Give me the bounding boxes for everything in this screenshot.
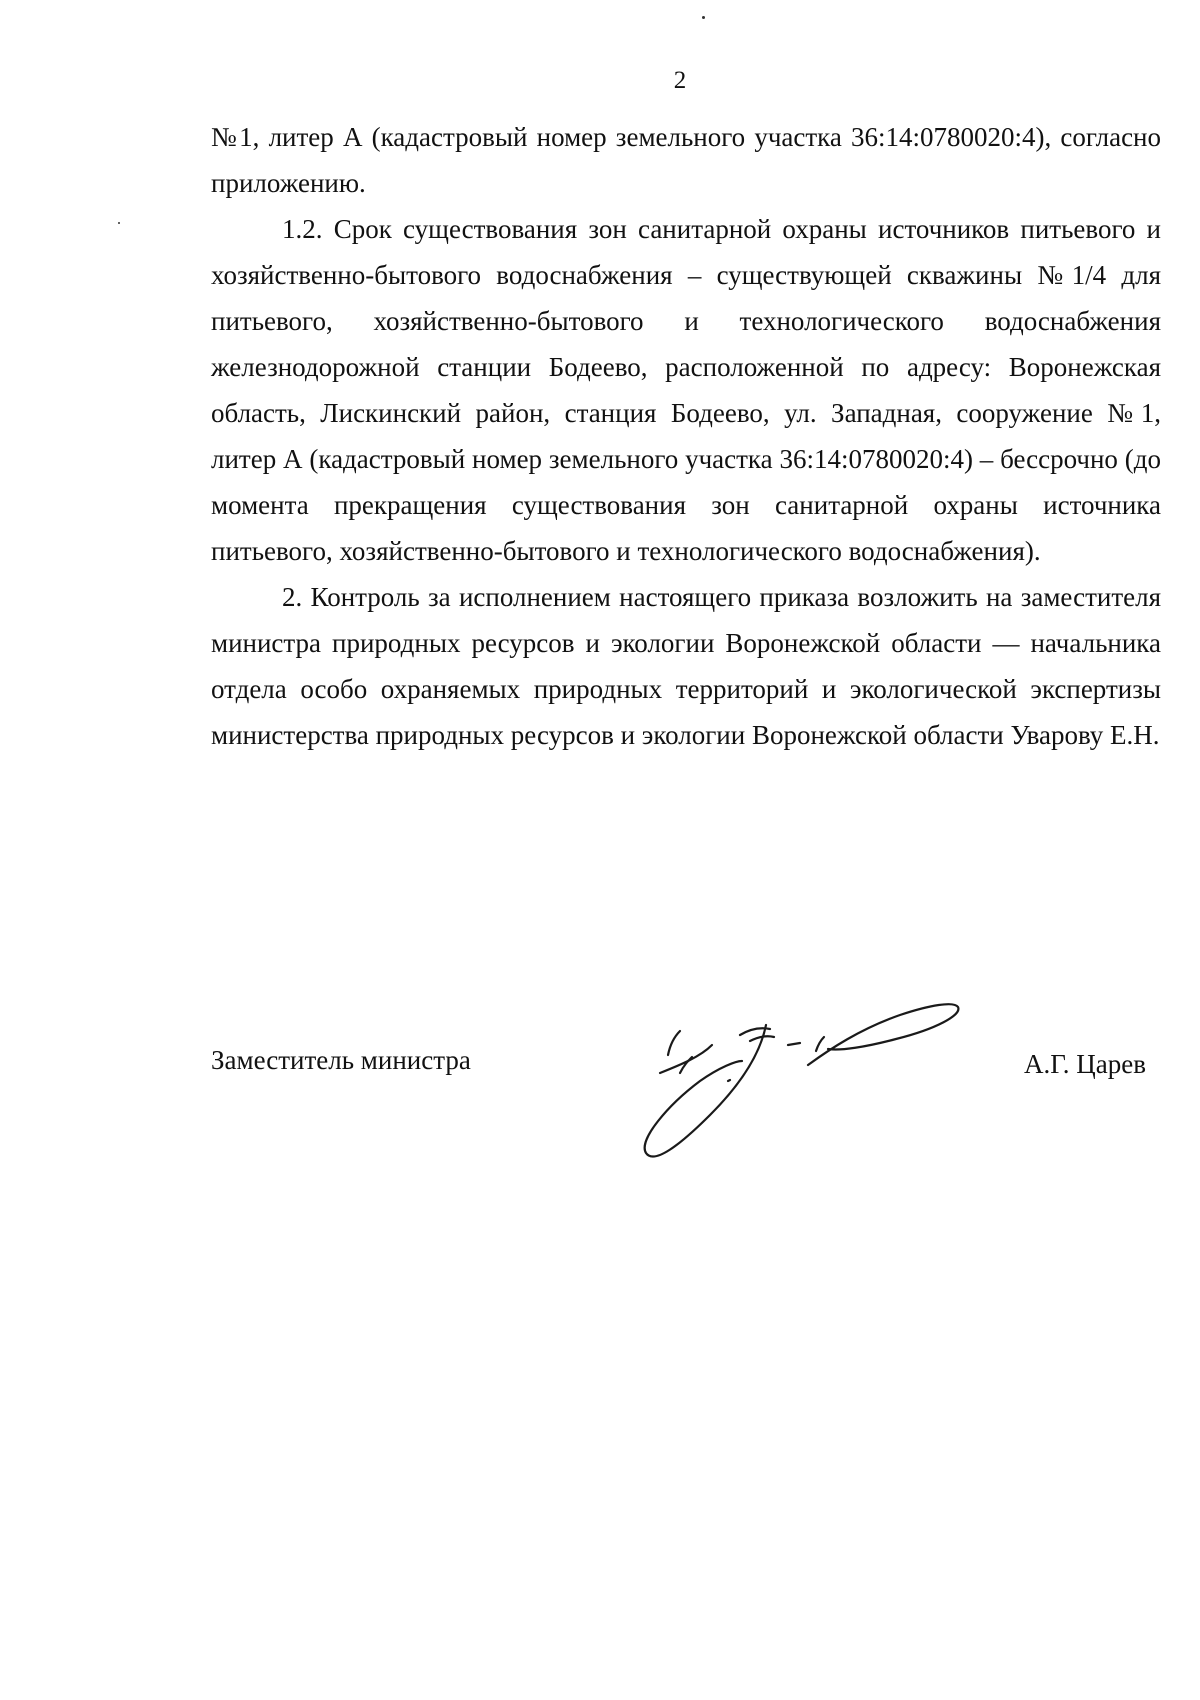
scan-speck [702,16,705,19]
handwritten-signature [640,985,970,1175]
scan-speck [118,222,120,224]
page-number: 2 [673,67,687,94]
paragraph-continuation: №1, литер А (кадастровый номер земельного участка 36:14:0780020:4), согласно приложению. [211,122,1161,198]
paragraph-1-2: 1.2. Срок существования зон санитарной охраны источников питьевого и хозяйственно-бытового водоснабжения – существующей скважины №1/4 для питьевого, хозяйственно-бытового и технологического водоснабжения железнодорожной станции Бодеево, расположенной по адресу: Воронежская область, Лискинский район, станция Бодеево, ул. Западная, сооружение №1, литер А (кадастровый номер земельного участка 36:14:0780020:4) – бессрочно (до момента прекращения существования зон санитарной охраны источника питьевого, хозяйственно-бытового и технологического водоснабжения). [211,214,1161,566]
paragraph-2: 2. Контроль за исполнением настоящего приказа возложить на заместителя министра природных ресурсов и экологии Воронежской области — начальника отдела особо охраняемых природных территорий и экологической экспертизы министерства природных ресурсов и экологии Воронежской области Уварову Е.Н. [211,582,1161,750]
signer-name: А.Г. Царев [1023,1049,1146,1079]
signer-title: Заместитель министра [211,1045,471,1075]
body-text [211,114,1161,758]
